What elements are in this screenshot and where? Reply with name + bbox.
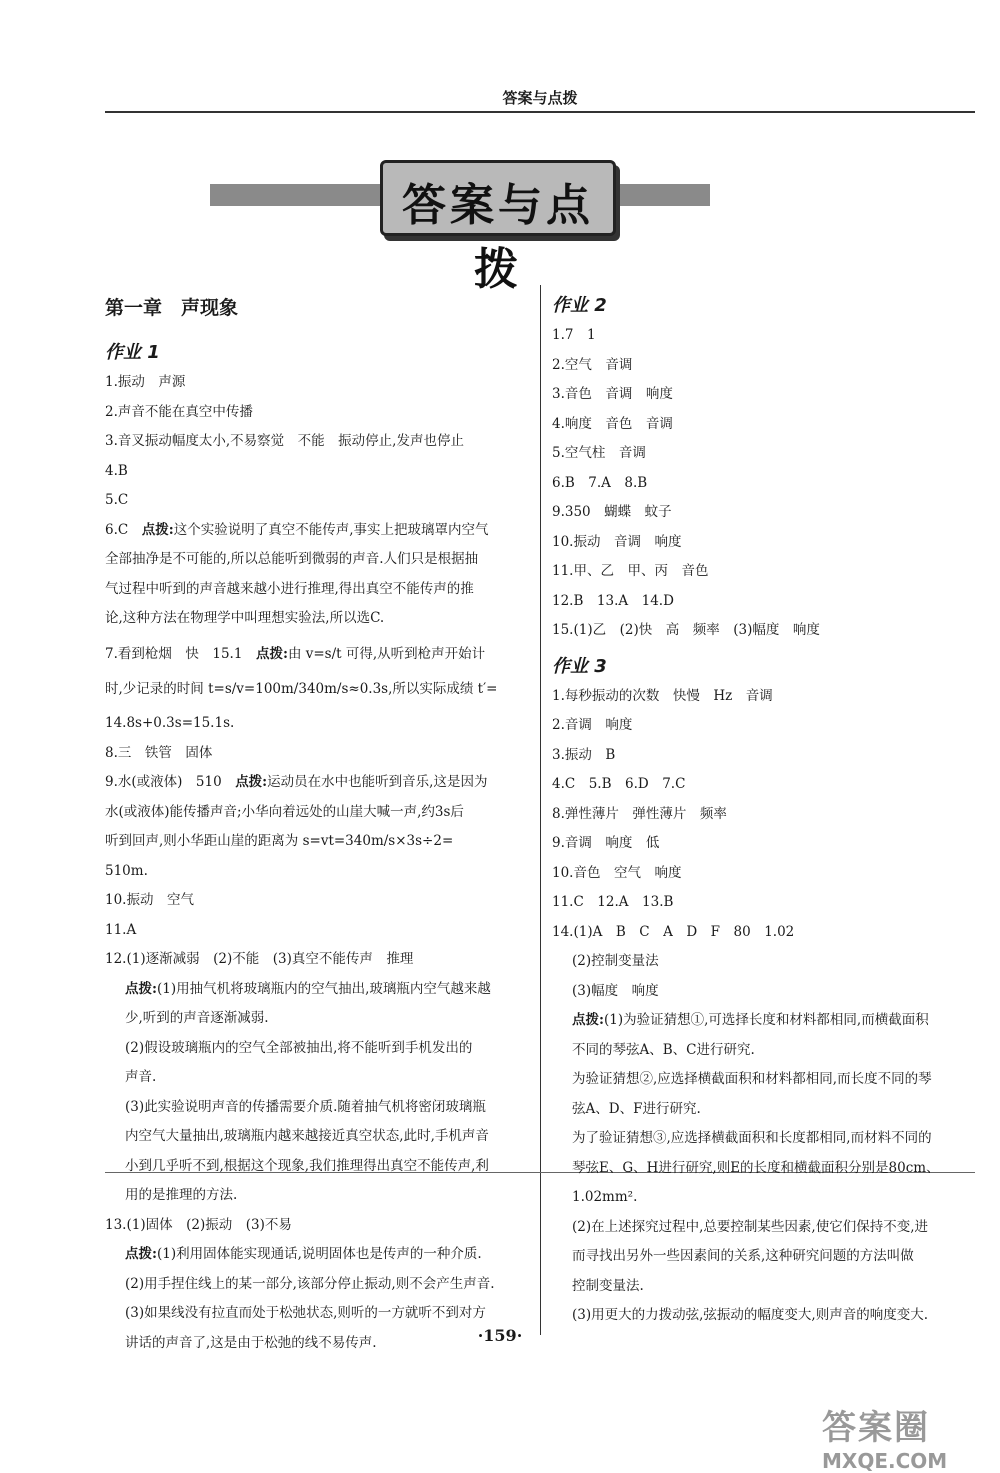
answer-line: 3.音叉振动幅度太小,不易察觉 不能 振动停止,发声也停止 bbox=[105, 433, 464, 449]
answer-line: 14.8s+0.3s=15.1s. bbox=[105, 715, 235, 731]
answer-line: 1.7 1 bbox=[552, 327, 596, 343]
homework-2-title: 作业 2 bbox=[552, 295, 607, 316]
answer-line: 14.(1)A B C A D F 80 1.02 bbox=[552, 923, 795, 940]
answer-line: 4.C 5.B 6.D 7.C bbox=[552, 776, 686, 792]
answer-line: 少,听到的声音逐渐减弱. bbox=[125, 1010, 269, 1026]
answer-line: 5.C bbox=[105, 492, 129, 508]
answer-line: 3.音色 音调 响度 bbox=[552, 386, 673, 402]
page-header bbox=[105, 85, 975, 113]
answer-line: 内空气大量抽出,玻璃瓶内越来越接近真空状态,此时,手机声音 bbox=[125, 1128, 489, 1144]
answer-line: 全部抽净是不可能的,所以总能听到微弱的声音.人们只是根据抽 bbox=[105, 551, 479, 567]
answer-line: (3)此实验说明声音的传播需要介质.随着抽气机将密闭玻璃瓶 bbox=[125, 1098, 486, 1115]
watermark bbox=[822, 1400, 992, 1473]
answer-line: 10.振动 空气 bbox=[105, 892, 194, 908]
answer-line: (2)用手捏住线上的某一部分,该部分停止振动,则不会产生声音. bbox=[125, 1275, 495, 1292]
answer-line: 6.C 点拨:这个实验说明了真空不能传声,事实上把玻璃罩内空气 bbox=[105, 521, 489, 538]
answer-line: (2)假设玻璃瓶内的空气全部被抽出,将不能听到手机发出的 bbox=[125, 1039, 473, 1056]
answer-line: 9.音调 响度 低 bbox=[552, 835, 660, 851]
answer-line: 5.空气柱 音调 bbox=[552, 445, 646, 461]
answer-line: 8.弹性薄片 弹性薄片 频率 bbox=[552, 805, 727, 822]
answer-line: 6.B 7.A 8.B bbox=[552, 474, 648, 491]
answer-line: 讲话的声音了,这是由于松弛的线不易传声. bbox=[125, 1334, 377, 1351]
answer-line: 琴弦E、G、H进行研究,则E的长度和横截面积分别是80cm、 bbox=[572, 1159, 940, 1176]
answer-line: 气过程中听到的声音越来越小进行推理,得出真空不能传声的推 bbox=[105, 580, 474, 597]
answer-line: (3)用更大的力拨动弦,弦振动的幅度变大,则声音的响度变大. bbox=[572, 1307, 928, 1323]
column-divider bbox=[540, 285, 541, 1335]
homework-3-title: 作业 3 bbox=[552, 655, 607, 677]
title-banner bbox=[210, 160, 710, 295]
answer-line: (2)在上述探究过程中,总要控制某些因素,使它们保持不变,进 bbox=[572, 1218, 928, 1235]
watermark-logo: 答案圈 bbox=[822, 1408, 930, 1448]
chapter-title: 第一章 声现象 bbox=[105, 297, 239, 319]
banner-box bbox=[380, 160, 616, 295]
answer-line: (3)幅度 响度 bbox=[572, 982, 659, 999]
answer-line: 点拨:(1)用抽气机将玻璃瓶内的空气抽出,玻璃瓶内空气越来越 bbox=[125, 980, 491, 997]
answer-line: 弦A、D、F进行研究. bbox=[572, 1100, 701, 1117]
answer-line: (2)控制变量法 bbox=[572, 953, 659, 969]
answer-line: 控制变量法. bbox=[572, 1277, 644, 1294]
answer-line: 9.水(或液体) 510 点拨:运动员在水中也能听到音乐,这是因为 bbox=[105, 774, 488, 790]
answer-line: 510m. bbox=[105, 862, 148, 879]
answer-line: 2.音调 响度 bbox=[552, 717, 633, 733]
answer-line: 1.02mm². bbox=[572, 1189, 638, 1205]
answer-line: 为验证猜想②,应选择横截面积和材料都相同,而长度不同的琴 bbox=[572, 1071, 932, 1087]
answer-line: 11.甲、乙 甲、丙 音色 bbox=[552, 563, 709, 579]
answer-line: 13.(1)固体 (2)振动 (3)不易 bbox=[105, 1216, 292, 1233]
answer-line: (3)如果线没有拉直而处于松弛状态,则听的一方就听不到对方 bbox=[125, 1305, 486, 1321]
left-column bbox=[105, 285, 530, 1358]
answer-line: 为了验证猜想③,应选择横截面积和长度都相同,而材料不同的 bbox=[572, 1130, 932, 1146]
answer-line: 1.振动 声源 bbox=[105, 374, 186, 390]
answer-line: 点拨:(1)为验证猜想①,可选择长度和材料都相同,而横截面积 bbox=[572, 1012, 929, 1028]
answer-line: 4.响度 音色 音调 bbox=[552, 415, 673, 432]
answer-line: 听到回声,则小华距山崖的距离为 s=vt=340m/s×3s÷2= bbox=[105, 833, 454, 849]
banner-title: 答案与点拨 bbox=[402, 180, 594, 295]
answer-line: 水(或液体)能传播声音;小华向着远处的山崖大喊一声,约3s后 bbox=[105, 803, 464, 820]
page-number: ·159· bbox=[477, 1326, 523, 1345]
answer-line: 1.每秒振动的次数 快慢 Hz 音调 bbox=[552, 687, 773, 704]
answer-line: 论,这种方法在物理学中叫理想实验法,所以选C. bbox=[105, 610, 385, 626]
answer-line: 15.(1)乙 (2)快 高 频率 (3)幅度 响度 bbox=[552, 622, 820, 638]
answer-line: 4.B bbox=[105, 462, 128, 479]
answer-line: 2.空气 音调 bbox=[552, 356, 633, 373]
answer-line: 时,少记录的时间 t=s/v=100m/340m/s≈0.3s,所以实际成绩 t′= bbox=[105, 681, 498, 697]
answer-line: 3.振动 B bbox=[552, 746, 616, 763]
answer-line: 不同的琴弦A、B、C进行研究. bbox=[572, 1041, 755, 1058]
header-title: 答案与点拨 bbox=[502, 89, 578, 107]
answer-line: 8.三 铁管 固体 bbox=[105, 744, 213, 761]
homework-1-title: 作业 1 bbox=[105, 342, 160, 363]
answer-line: 声音. bbox=[125, 1069, 157, 1085]
answer-line: 点拨:(1)利用固体能实现通话,说明固体也是传声的一种介质. bbox=[125, 1246, 482, 1262]
answer-line: 7.看到枪烟 快 15.1 点拨:由 v=s/t 可得,从听到枪声开始计 bbox=[105, 645, 486, 662]
answer-line: 10.音色 空气 响度 bbox=[552, 864, 682, 881]
answer-line: 11.A bbox=[105, 921, 137, 938]
answer-line: 小到几乎听不到,根据这个现象,我们推理得出真空不能传声,利 bbox=[125, 1157, 489, 1174]
answer-line: 9.350 蝴蝶 蚊子 bbox=[552, 504, 672, 520]
answer-line: 10.振动 音调 响度 bbox=[552, 533, 682, 550]
answer-line: 2.声音不能在真空中传播 bbox=[105, 403, 253, 420]
answer-line: 12.B 13.A 14.D bbox=[552, 592, 674, 609]
right-column bbox=[552, 285, 982, 1331]
answer-line: 而寻找出另外一些因素间的关系,这种研究问题的方法叫做 bbox=[572, 1248, 914, 1264]
answer-line: 用的是推理的方法. bbox=[125, 1187, 238, 1203]
answer-line: 12.(1)逐渐减弱 (2)不能 (3)真空不能传声 推理 bbox=[105, 951, 414, 967]
watermark-url: MXQE.COM bbox=[822, 1449, 948, 1473]
answer-line: 11.C 12.A 13.B bbox=[552, 894, 674, 910]
